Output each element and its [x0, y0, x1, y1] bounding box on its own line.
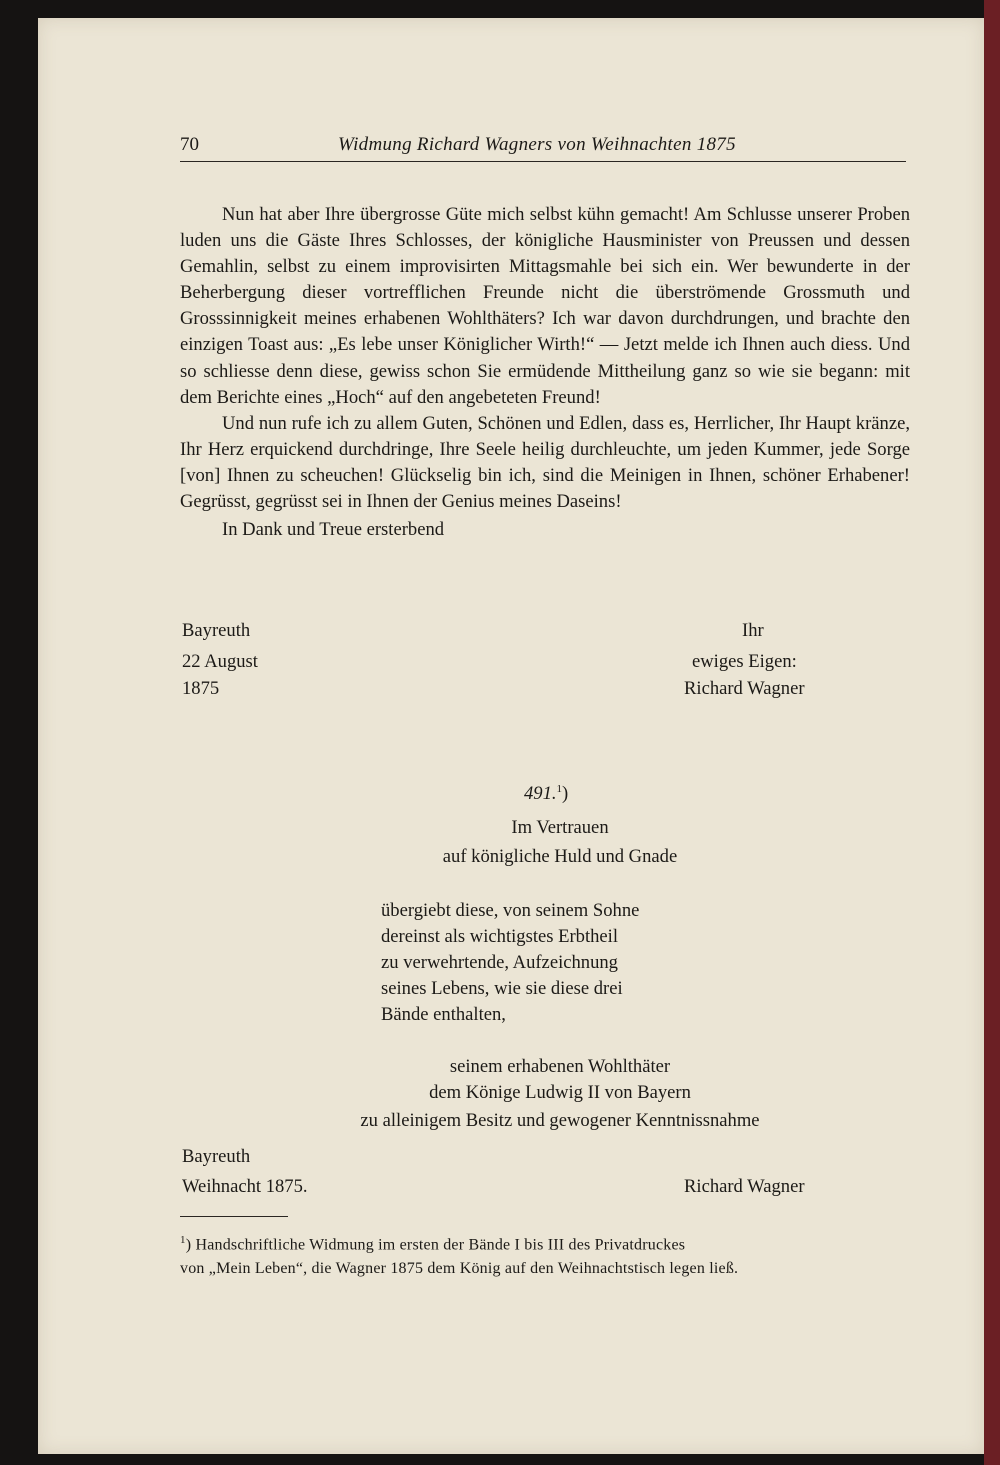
letter-closing-phrase: In Dank und Treue ersterbend: [222, 519, 445, 541]
book-spine-edge: [984, 0, 1000, 1465]
footnote: [180, 1228, 910, 1281]
footnote-marker: 1: [180, 1234, 186, 1246]
running-title: Widmung Richard Wagners von Weihnachten 1875: [338, 134, 736, 155]
letter-body: [180, 202, 910, 543]
dedication-line-2: auf königliche Huld und Gnade: [442, 846, 678, 867]
dedication-middle-4: seines Lebens, wie sie diese drei: [381, 978, 623, 999]
dedication-bottom-3: zu alleinigem Besitz und gewogener Kenntnissnahme: [360, 1110, 760, 1131]
letter-closing-eigen: ewiges Eigen:: [692, 651, 797, 672]
letter-date: 22 August: [182, 651, 258, 672]
letter-paragraph-1: Nun hat aber Ihre übergrosse Güte mich selbst kühn gemacht! Am Schlusse unserer Proben luden uns die Gäste Ihres Schlosses, der königliche Hausminister von Preussen und dessen Gemahlin, selbst zu einem improvisirten Mittagsmahle bei sich ein. Wer bewunderte in der Beherbergung dieser vortrefflichen Freunde nicht die überströmende Grossmuth und Grosssinnigkeit meines erhabenen Wohlthäters? Ich war davon durchdrungen, und brachte den einzigen Toast aus: „Es lebe unser Königlicher Wirth!“ — Jetzt melde ich Ihnen auch diess. Und so schliesse denn diese, gewiss schon Sie ermüdende Mittheilung ganz so wie sie begann: mit dem Berichte eines „Hoch“ auf den angebeteten Freund!: [180, 204, 910, 408]
dedication-date: Weihnacht 1875.: [182, 1176, 308, 1197]
dedication-number: 491.$^1$): [524, 783, 569, 805]
letter-place: Bayreuth: [182, 620, 251, 641]
dedication-line-1: Im Vertrauen: [511, 817, 609, 838]
footnote-rule: [180, 1216, 288, 1217]
dedication-bottom-2: dem Könige Ludwig II von Bayern: [429, 1082, 691, 1103]
header-rule: [180, 161, 906, 162]
dedication-middle-5: Bände enthalten,: [381, 1004, 506, 1025]
dedication-middle-1: übergiebt diese, von seinem Sohne: [381, 900, 640, 921]
letter-signature: Richard Wagner: [684, 678, 805, 699]
dedication-signature: Richard Wagner: [684, 1176, 805, 1197]
footnote-line-2: von „Mein Leben“, die Wagner 1875 dem König auf den Weihnachtstisch legen ließ.: [180, 1260, 739, 1278]
dedication-place: Bayreuth: [182, 1146, 251, 1167]
dedication-bottom-1: seinem erhabenen Wohlthäter: [449, 1056, 671, 1077]
footnote-ref: 1: [556, 783, 563, 795]
dedication-middle-2: dereinst als wichtigstes Erbtheil: [381, 926, 619, 947]
page-number: 70: [180, 134, 199, 155]
letter-closing-ihr: Ihr: [742, 620, 764, 641]
letter-paragraph-2: Und nun rufe ich zu allem Guten, Schönen und Edlen, dass es, Herrlicher, Ihr Haupt kränze, Ihr Herz erquickend durchdringe, Ihre Seele heilig durchleuchte, um jeden Kummer, jede Sorge [von] Ihnen zu scheuchen! Glückselig bin ich, sind die Meinigen in Ihnen, schöner Erhabener! Gegrüsst, gegrüsst sei in Ihnen der Genius meines Daseins!: [180, 412, 910, 513]
footnote-line-1: $^1$) Handschriftliche Widmung im ersten der Bände I bis III des Privatdruckes: [180, 1234, 686, 1254]
dedication-middle-3: zu verwehrtende, Aufzeichnung: [381, 952, 618, 973]
letter-year: 1875: [182, 678, 220, 699]
